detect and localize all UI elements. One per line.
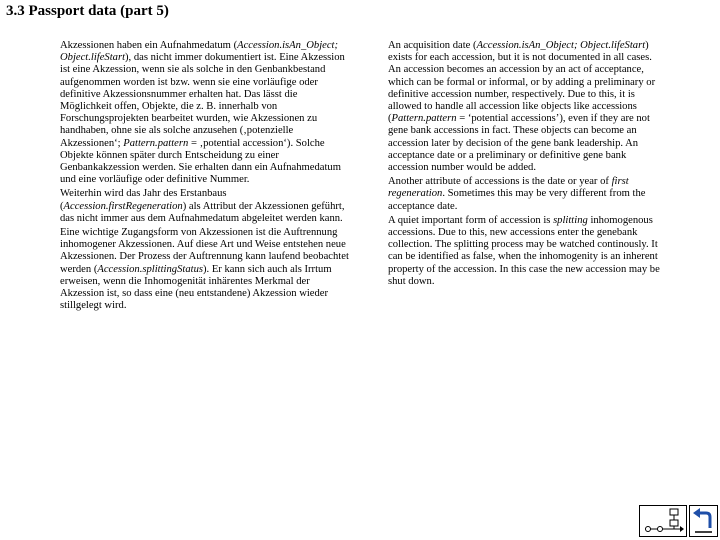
return-arrow-icon: [690, 506, 717, 536]
outline-tree-icon: [640, 506, 686, 536]
slide-title: 3.3 Passport data (part 5): [6, 3, 169, 19]
paragraph: Akzessionen haben ein Aufnahmedatum (Accession.isAn_Object; Object.lifeStart), das nicht immer dokumentiert ist. Eine Akzession ist eine Akzession, wenn sie als solche in den Genbankbestand aufgenommen worden ist bzw. wenn sie eine vorläufige oder definitive Akzessionsnummer erhalten hat. Das lässt die Möglichkeit offen, Objekte, die z. B. innerhalb von Forschungsprojekten bearbeitet wurden, wie Akzessionen zu handhaben, ohne sie als solche anzusehen (‚potenzielle Akzessionen‘; Pattern.pattern = ‚potential accession‘). Solche Objekte können später durch Entscheidung zu einer Genbankakzession werden. Sie erhalten dann ein Aufnahmedatum und eine vorläufige oder definitive Nummer.: [60, 40, 345, 186]
english-text-column: [388, 40, 666, 290]
paragraph: Eine wichtige Zugangsform von Akzessionen ist die Auftrennung inhomogener Akzessionen. Auf diese Art und Weise entstehen neue Akzessionen. Der Prozess der Auftrennung kann laufend beobachtet werden (Accession.splittingStatus). Er kann sich auch als Irrtum erweisen, wenn die Inhomogenität inhärentes Merkmal der Akzession ist, so dass eine (neu entstandene) Akzession wieder stillgelegt wird.: [60, 227, 349, 312]
paragraph: A quiet important form of accession is splitting inhomogenous accessions. Due to this, new accessions enter the genebank collection. The splitting process may be watched continously. It can be identified as false, when the inhomogenity is an inherent property of the accession. In this case the new accession may be shut down.: [388, 214, 660, 287]
paragraph: Weiterhin wird das Jahr des Erstanbaus (Accession.firstRegeneration) als Attribut der Akzessionen geführt, das nicht immer aus dem Aufnahmedatum abgeleitet werden kann.: [60, 188, 345, 224]
back-button[interactable]: [689, 505, 718, 537]
paragraph: An acquisition date (Accession.isAn_Object; Object.lifeStart) exists for each accession, but it is not documented in all cases. An accession becomes an accession by an act of acceptance, which can be formal or informal, or by adding a preliminary or definitive accession number, respectively. Due to this, it is allowed to handle all accession like objects like accessions (Pattern.pattern = ‘potential accessions’), even if they are not gene bank accessions in fact. These objects can become an accession later by decision of the gene bank leadership. An acceptance date or a preliminary or definitive gene bank accession number would be added.: [388, 40, 656, 174]
paragraph: Another attribute of accessions is the date or year of first regeneration. Sometimes this may be very different from the acceptance date.: [388, 176, 646, 212]
german-text-column: [60, 40, 350, 314]
outline-button[interactable]: [639, 505, 687, 537]
